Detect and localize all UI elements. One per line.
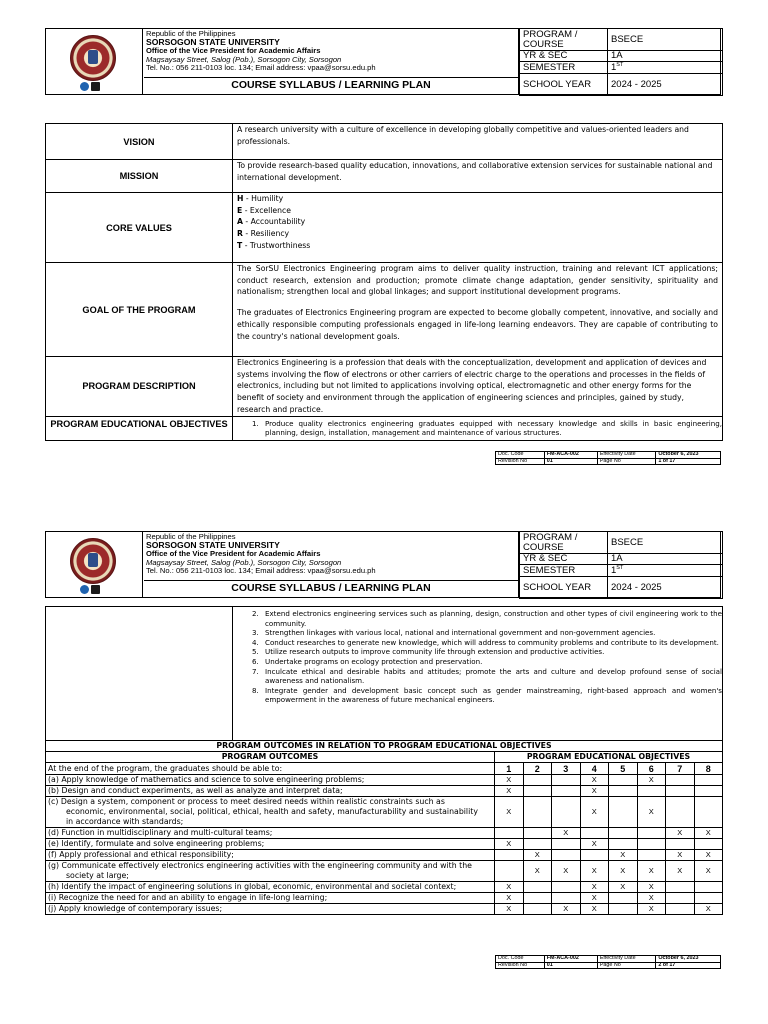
mapping-mark: X [666, 861, 695, 882]
mapping-mark [637, 828, 666, 839]
mapping-mark: X [495, 786, 524, 797]
goal-paragraph-1: The SorSU Electronics Engineering program aims to deliver quality instruction, training and relevant ICT applications; conduct research, extension and production; promote climate change adaptation, gender sensitivity, spirituality and nationalism; strengthen local and global linkages; and support institutional development programs. [237, 264, 718, 297]
mapping-mark [694, 797, 723, 828]
mapping-mark [523, 786, 552, 797]
mapping-mark: X [495, 904, 524, 915]
logo-cell [46, 532, 143, 597]
mapping-mark [523, 893, 552, 904]
university-name: SORSOGON STATE UNIVERSITY [146, 37, 280, 48]
mapping-mark: X [495, 797, 524, 828]
mapping-mark [694, 882, 723, 893]
peo-number: 5 [609, 763, 638, 775]
document-title: COURSE SYLLABUS / LEARNING PLAN [231, 582, 431, 594]
peo-number: 7 [666, 763, 695, 775]
mapping-mark: X [552, 904, 581, 915]
outcome-row [46, 786, 723, 797]
objective-item: 6. Undertake programs on ecology protection and preservation. [261, 657, 722, 667]
core-value-item: H - Humility [237, 194, 284, 203]
mapping-mark: X [495, 775, 524, 786]
university-seal-logo [70, 538, 116, 584]
mission-text: To provide research-based quality education, innovations, and collaborative extension services for sustainable national and international development. [233, 160, 723, 193]
mapping-mark: X [694, 828, 723, 839]
objective-item: 4. Conduct researches to generate new knowledge, which will address to community problems and contribute to its development. [261, 638, 722, 648]
doc-code-table: Doc. Code FM-ACA-002 Effectivity Date October 6, 2023 Revision No 01 Page No 2 of 17 [495, 955, 721, 969]
mapping-mark [552, 786, 581, 797]
program-label: PROGRAM / COURSE [520, 29, 608, 51]
goal-paragraph-2: The graduates of Electronics Engineering program are expected to become globally competent, innovative, and socially and ethically responsible computing professionals engaged in life-long learning endeavors. They are capable of contributing to the country's national development goals. [237, 308, 718, 341]
outcome-text: (a) Apply knowledge of mathematics and science to solve engineering problems; [46, 775, 495, 786]
mapping-mark: X [580, 882, 609, 893]
mapping-mark [609, 775, 638, 786]
mapping-mark [694, 786, 723, 797]
mapping-mark [552, 839, 581, 850]
mapping-mark [552, 893, 581, 904]
description-text: Electronics Engineering is a profession that deals with the conceptualization, development and application of devices and systems involving the flow of electrons or other carriers of electric charge to the operations and processes in the fields of electronics, including but not limited to applications involving optical, electromagnetic and other energy forms for the benefit of society and environment through the application of engineering sciences and principles, gained by study, research and practice. [233, 357, 723, 417]
goal-label: GOAL OF THE PROGRAM [46, 263, 233, 357]
contact-text: Tel. No.: 056 211-0103 loc. 134; Email address: vpaa@sorsu.edu.ph [146, 63, 376, 73]
schoolyear-label: SCHOOL YEAR [520, 74, 608, 96]
mapping-mark [580, 850, 609, 861]
office-name: Office of the Vice President for Academic Affairs [146, 46, 321, 56]
mapping-mark [609, 904, 638, 915]
outcome-text: (e) Identify, formulate and solve engineering problems; [46, 839, 495, 850]
outcome-text: (b) Design and conduct experiments, as well as analyze and interpret data; [46, 786, 495, 797]
address-text: Magsaysay Street, Salog (Pob.), Sorsogon City, Sorsogon [146, 557, 342, 567]
mapping-mark: X [637, 775, 666, 786]
outcome-row [46, 797, 723, 828]
mapping-mark: X [637, 904, 666, 915]
mapping-mark: X [580, 786, 609, 797]
mapping-mark [495, 861, 524, 882]
document-header [45, 531, 721, 598]
mapping-mark [552, 882, 581, 893]
mapping-mark [495, 850, 524, 861]
outcomes-section-title: PROGRAM OUTCOMES IN RELATION TO PROGRAM EDUCATIONAL OBJECTIVES [46, 741, 723, 752]
outcome-row [46, 882, 723, 893]
mapping-mark: X [694, 861, 723, 882]
outcome-text: (g) Communicate effectively electronics engineering activities with the engineering community and with the society at large; [46, 861, 495, 882]
mapping-mark: X [495, 839, 524, 850]
objective-item: 3. Strengthen linkages with various local, national and international government and non-government agencies. [261, 628, 722, 638]
program-value: BSECE [608, 29, 723, 51]
mapping-mark: X [637, 882, 666, 893]
vision-label: VISION [46, 124, 233, 160]
core-value-item: E - Excellence [237, 205, 291, 215]
mapping-mark: X [580, 797, 609, 828]
mapping-mark: X [666, 828, 695, 839]
republic-text: Republic of the Philippines [146, 532, 236, 541]
outcome-row [46, 828, 723, 839]
outcomes-col-header: PROGRAM OUTCOMES [46, 752, 495, 763]
mapping-mark: X [552, 828, 581, 839]
outcome-text: (c) Design a system, component or process to meet desired needs within realistic constraints such as economic, environmental, social, political, ethical, health and safety, manufacturability and sustainability in accordance with standards; [46, 797, 495, 828]
mapping-mark [666, 839, 695, 850]
yrsec-label: YR & SEC [520, 51, 608, 62]
mapping-mark [637, 786, 666, 797]
objective-item: 2. Extend electronics engineering services such as planning, design, construction and other types of civil engineering work to the community. [261, 609, 722, 628]
mapping-mark: X [609, 850, 638, 861]
mapping-mark [495, 828, 524, 839]
vision-text: A research university with a culture of excellence in developing globally competitive and values-oriented leaders and professionals. [233, 124, 723, 160]
objective-item: 7. Inculcate ethical and desirable habits and attitudes; promote the arts and culture and develop profound sense of social awareness and nationalism. [261, 667, 722, 686]
core-value-item: R - Resiliency [237, 229, 290, 239]
mapping-mark [523, 904, 552, 915]
mapping-mark: X [580, 839, 609, 850]
mapping-mark: X [637, 861, 666, 882]
mapping-mark: X [523, 850, 552, 861]
mapping-mark [694, 893, 723, 904]
mapping-mark [637, 839, 666, 850]
mapping-mark [666, 893, 695, 904]
mapping-mark [523, 775, 552, 786]
core-value-item: T - Trustworthiness [237, 240, 311, 250]
mapping-mark: X [609, 882, 638, 893]
peo-number: 4 [580, 763, 609, 775]
outcome-text: (i) Recognize the need for and an ability to engage in life-long learning; [46, 893, 495, 904]
outcome-row [46, 904, 723, 915]
outcome-row [46, 775, 723, 786]
mapping-mark [580, 828, 609, 839]
core-value-item: A - Accountability [237, 217, 306, 227]
peo-number: 1 [495, 763, 524, 775]
objective-item: 8. Integrate gender and development basic concept such as gender mainstreaming, right-based approach and women's empowerment in the awareness of future mechanical engineers. [261, 686, 722, 705]
objectives-label-cell [46, 607, 233, 741]
outcomes-intro: At the end of the program, the graduates should be able to: [46, 763, 495, 775]
schoolyear-value: 2024 - 2025 [608, 74, 723, 96]
outcome-row [46, 861, 723, 882]
peo-number: 8 [694, 763, 723, 775]
mapping-mark: X [523, 861, 552, 882]
mapping-mark: X [609, 861, 638, 882]
peo-label: PROGRAM EDUCATIONAL OBJECTIVES [46, 416, 233, 440]
university-name: SORSOGON STATE UNIVERSITY [146, 540, 280, 551]
mission-label: MISSION [46, 160, 233, 193]
peo-col-header: PROGRAM EDUCATIONAL OBJECTIVES [495, 752, 723, 763]
doc-code-table: Doc. Code FM-ACA-002 Effectivity Date October 6, 2023 Revision No 01 Page No 1 of 17 [495, 451, 721, 465]
outcome-text: (d) Function in multidisciplinary and multi-cultural teams; [46, 828, 495, 839]
outcome-row [46, 850, 723, 861]
mapping-mark [666, 775, 695, 786]
objective-item: 1. Produce quality electronics engineering graduates equipped with necessary knowledge and skills in basic engineering, planning, design, installation, management and maintenance of various structures. [261, 419, 722, 438]
outcome-text: (f) Apply professional and ethical responsibility; [46, 850, 495, 861]
mapping-mark [637, 850, 666, 861]
republic-text: Republic of the Philippines [146, 29, 236, 38]
mapping-mark: X [580, 893, 609, 904]
mapping-mark: X [495, 893, 524, 904]
mapping-mark: X [580, 861, 609, 882]
mapping-mark: X [552, 861, 581, 882]
mapping-mark [609, 797, 638, 828]
outcome-row [46, 839, 723, 850]
objectives-continued-table [45, 606, 723, 741]
mapping-mark [552, 850, 581, 861]
mapping-mark [666, 904, 695, 915]
mapping-mark: X [694, 850, 723, 861]
peo-number: 6 [637, 763, 666, 775]
outcome-text: (h) Identify the impact of engineering solutions in global, economic, environmental and societal context; [46, 882, 495, 893]
mapping-mark [609, 839, 638, 850]
mapping-mark [694, 839, 723, 850]
mapping-mark [523, 882, 552, 893]
mapping-mark [523, 797, 552, 828]
semester-label: SEMESTER [520, 62, 608, 74]
document-title: COURSE SYLLABUS / LEARNING PLAN [231, 79, 431, 91]
mapping-mark [666, 786, 695, 797]
semester-value: 1ST [608, 62, 723, 74]
mapping-mark: X [637, 797, 666, 828]
mapping-mark: X [580, 904, 609, 915]
mapping-mark [666, 882, 695, 893]
address-text: Magsaysay Street, Salog (Pob.), Sorsogon City, Sorsogon [146, 54, 342, 64]
certification-logo [80, 585, 89, 594]
core-values-label: CORE VALUES [46, 193, 233, 263]
mapping-mark [609, 786, 638, 797]
office-name: Office of the Vice President for Academic Affairs [146, 549, 321, 559]
mapping-mark: X [637, 893, 666, 904]
outcome-text: (j) Apply knowledge of contemporary issues; [46, 904, 495, 915]
university-info [146, 533, 516, 576]
mapping-mark: X [580, 775, 609, 786]
mapping-mark [694, 775, 723, 786]
peo-number: 3 [552, 763, 581, 775]
mapping-mark [523, 828, 552, 839]
mapping-mark [666, 797, 695, 828]
mapping-mark: X [694, 904, 723, 915]
mapping-mark [552, 797, 581, 828]
course-info-table: PROGRAM / COURSE BSECE YR & SEC 1A SEMESTER 1ST SCHOOL YEAR 2024 - 2025 [519, 531, 723, 599]
peo-number: 2 [523, 763, 552, 775]
mapping-mark [609, 893, 638, 904]
contact-text: Tel. No.: 056 211-0103 loc. 134; Email address: vpaa@sorsu.edu.ph [146, 566, 376, 576]
mapping-mark [552, 775, 581, 786]
mapping-mark [523, 839, 552, 850]
objectives-list-cell [233, 607, 723, 741]
certification-logo-2 [91, 585, 100, 594]
program-outcomes-table [45, 740, 723, 915]
description-label: PROGRAM DESCRIPTION [46, 357, 233, 417]
yrsec-value: 1A [608, 51, 723, 62]
mapping-mark: X [666, 850, 695, 861]
outcome-row [46, 893, 723, 904]
mapping-mark [609, 828, 638, 839]
mapping-mark: X [495, 882, 524, 893]
objective-item: 5. Utilize research outputs to improve community life through extension and productive activities. [261, 647, 722, 657]
